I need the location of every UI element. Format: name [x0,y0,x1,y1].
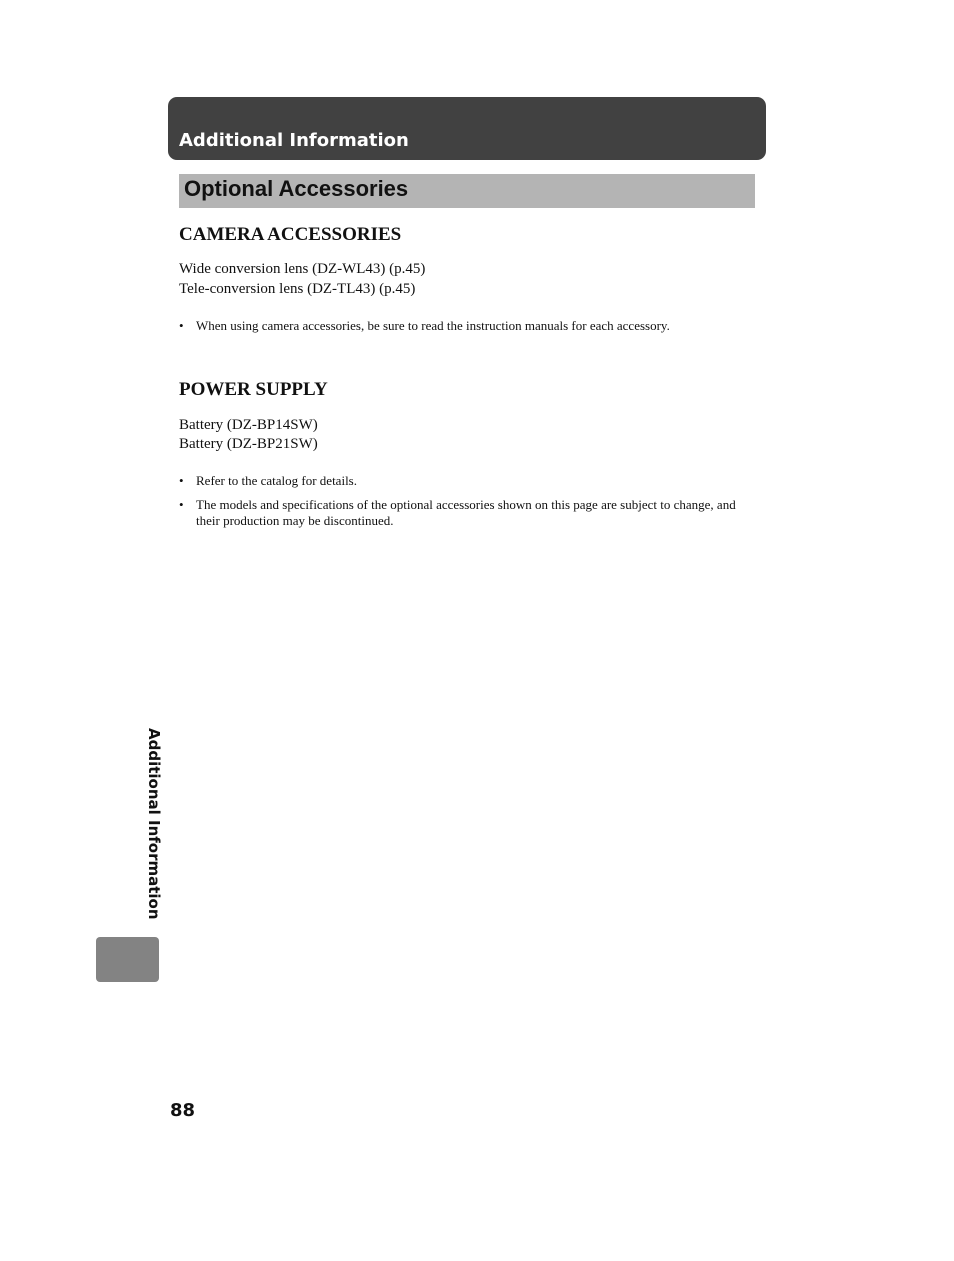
note-item [179,318,759,334]
list-item: Battery (DZ-BP21SW) [179,436,318,452]
note-text: Refer to the catalog for details. [196,473,357,488]
section-heading-power-supply: POWER SUPPLY [179,379,328,400]
note-item [179,473,759,489]
side-chapter-label: Additional Information [145,728,163,920]
list-item: Tele-conversion lens (DZ-TL43) (p.45) [179,281,416,297]
bullet-icon: • [179,473,184,488]
chapter-tab-marker [96,937,159,982]
bullet-icon: • [179,497,184,512]
section-heading-camera-accessories: CAMERA ACCESSORIES [179,224,402,245]
list-item: Wide conversion lens (DZ-WL43) (p.45) [179,261,426,277]
bullet-icon: • [179,318,184,333]
note-text: When using camera accessories, be sure to read the instruction manuals for each accessory. [196,318,670,333]
page-title: Optional Accessories [184,176,409,201]
note-text: The models and specifications of the optional accessories shown on this page are subject to change, and their production may be discontinued. [196,497,736,528]
chapter-title: Additional Information [179,130,409,151]
page-number: 88 [170,1100,196,1121]
list-item: Battery (DZ-BP14SW) [179,417,318,433]
note-item [179,497,759,529]
